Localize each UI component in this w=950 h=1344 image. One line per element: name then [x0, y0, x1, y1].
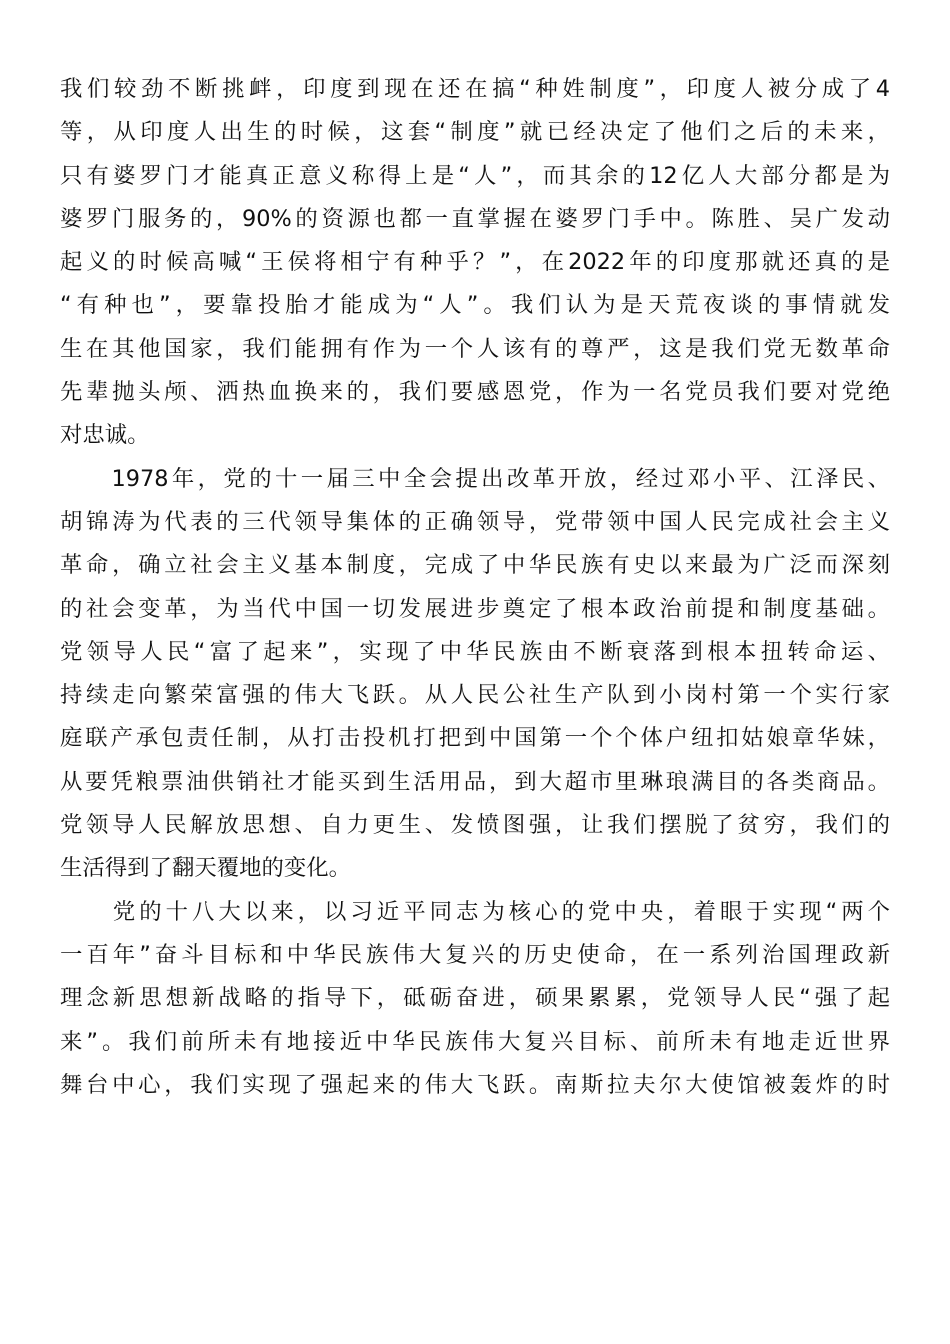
- text-line: 1978年，党的十一届三中全会提出改革开放，经过邓小平、江泽民、: [60, 465, 890, 492]
- paragraph: [60, 68, 890, 458]
- paragraph: [60, 891, 890, 1107]
- text-line: 理念新思想新战略的指导下，砥砺奋进，硕果累累，党领导人民“强了起: [60, 985, 890, 1012]
- text-line: 等，从印度人出生的时候，这套“制度”就已经决定了他们之后的未来，: [60, 119, 890, 146]
- text-line: “有种也”，要靠投胎才能成为“人”。我们认为是天荒夜谈的事情就发: [60, 292, 890, 319]
- text-line: 我们较劲不断挑衅，印度到现在还在搞“种姓制度”，印度人被分成了4: [60, 76, 890, 102]
- body-text: [60, 68, 890, 1107]
- paragraph: [60, 458, 890, 891]
- text-line: 起义的时候高喊“王侯将相宁有种乎？”，在2022年的印度那就还真的是: [60, 249, 890, 276]
- text-line: 先辈抛头颅、洒热血换来的，我们要感恩党，作为一名党员我们要对党绝: [60, 379, 890, 406]
- text-line: 生在其他国家，我们能拥有作为一个人该有的尊严，这是我们党无数革命: [60, 335, 890, 362]
- text-line: 党领导人民解放思想、自力更生、发愤图强，让我们摆脱了贫穷，我们的: [60, 812, 890, 839]
- text-line: 党的十八大以来，以习近平同志为核心的党中央，着眼于实现“两个: [60, 898, 890, 925]
- text-line: 生活得到了翻天覆地的变化。: [60, 855, 352, 882]
- text-line: 的社会变革，为当代中国一切发展进步奠定了根本政治前提和制度基础。: [60, 595, 890, 622]
- text-line: 婆罗门服务的，90%的资源也都一直掌握在婆罗门手中。陈胜、吴广发动: [60, 205, 890, 232]
- text-line: 一百年”奋斗目标和中华民族伟大复兴的历史使命，在一系列治国理政新: [60, 941, 890, 968]
- text-line: 来”。我们前所未有地接近中华民族伟大复兴目标、前所未有地走近世界: [60, 1028, 890, 1055]
- text-line: 胡锦涛为代表的三代领导集体的正确领导，党带领中国人民完成社会主义: [60, 508, 890, 535]
- text-line: 只有婆罗门才能真正意义称得上是“人”，而其余的12亿人大部分都是为: [60, 162, 890, 189]
- text-line: 从要凭粮票油供销社才能买到生活用品，到大超市里琳琅满目的各类商品。: [60, 768, 890, 795]
- text-line: 舞台中心，我们实现了强起来的伟大飞跃。南斯拉夫尔大使馆被轰炸的时: [60, 1071, 890, 1098]
- text-line: 革命，确立社会主义基本制度，完成了中华民族有史以来最为广泛而深刻: [60, 552, 890, 579]
- text-line: 对忠诚。: [60, 422, 150, 449]
- text-line: 党领导人民“富了起来”，实现了中华民族由不断衰落到根本扭转命运、: [60, 638, 890, 665]
- text-line: 持续走向繁荣富强的伟大飞跃。从人民公社生产队到小岗村第一个实行家: [60, 682, 890, 709]
- text-line: 庭联产承包责任制，从打击投机打把到中国第一个个体户纽扣姑娘章华妹，: [60, 725, 890, 752]
